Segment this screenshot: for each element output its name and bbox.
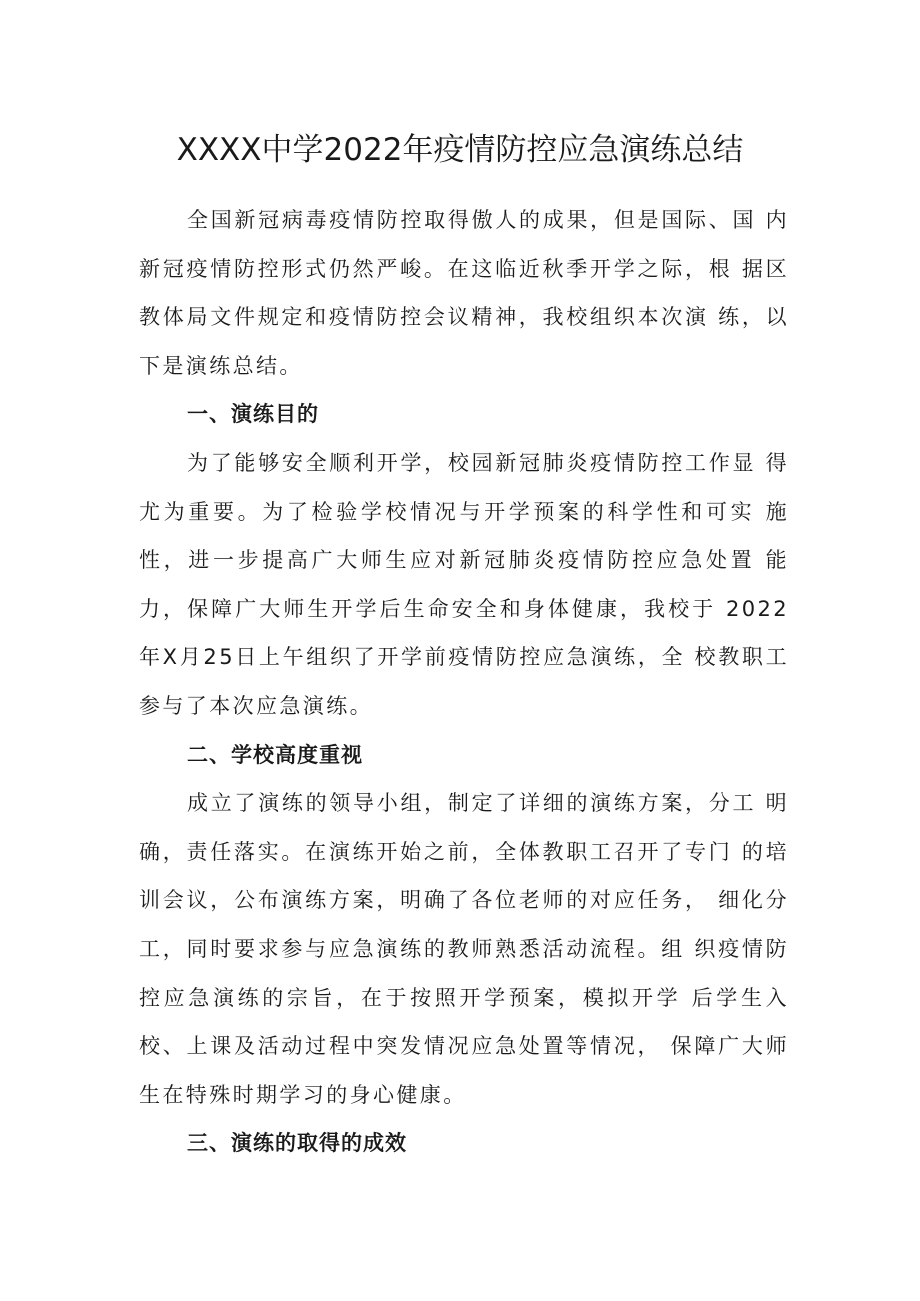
- section-heading-attention: 二、学校高度重视: [187, 742, 363, 767]
- section-paragraph-purpose: 为了能够安全顺利开学，校园新冠肺炎疫情防控工作显 得尤为重要。为了检验学校情况与开学预案的科学性和可实 施性，进一步提高广大师生应对新冠肺炎疫情防控应急处置 能力，保障广大师生开学后生命安全和身体健康，我校于 2022年X月25日上午组织了开学前疫情防控应急演练，全 校教职工参与了本次应急演练。: [139, 450, 789, 718]
- section-paragraph-attention: 成立了演练的领导小组，制定了详细的演练方案，分工 明确，责任落实。在演练开始之前，全体教职工召开了专门 的培训会议，公布演练方案，明确了各位老师的对应任务， 细化分工，同时要求参与应急演练的教师熟悉活动流程。组 织疫情防控应急演练的宗旨，在于按照开学预案，模拟开学 后学生入校、上课及活动过程中突发情况应急处置等情况， 保障广大师生在特殊时期学习的身心健康。: [139, 791, 789, 1107]
- section-heading-results: 三、演练的取得的成效: [187, 1131, 407, 1156]
- document-title: XXXX中学2022年疫情防控应急演练总结: [176, 132, 744, 168]
- section-heading-purpose: 一、演练目的: [187, 402, 319, 427]
- document-body: [139, 196, 789, 1168]
- intro-paragraph: 全国新冠病毒疫情防控取得傲人的成果，但是国际、国 内新冠疫情防控形式仍然严峻。在这临近秋季开学之际，根 据区教体局文件规定和疫情防控会议精神，我校组织本次演 练，以下是演练总结。: [139, 208, 789, 378]
